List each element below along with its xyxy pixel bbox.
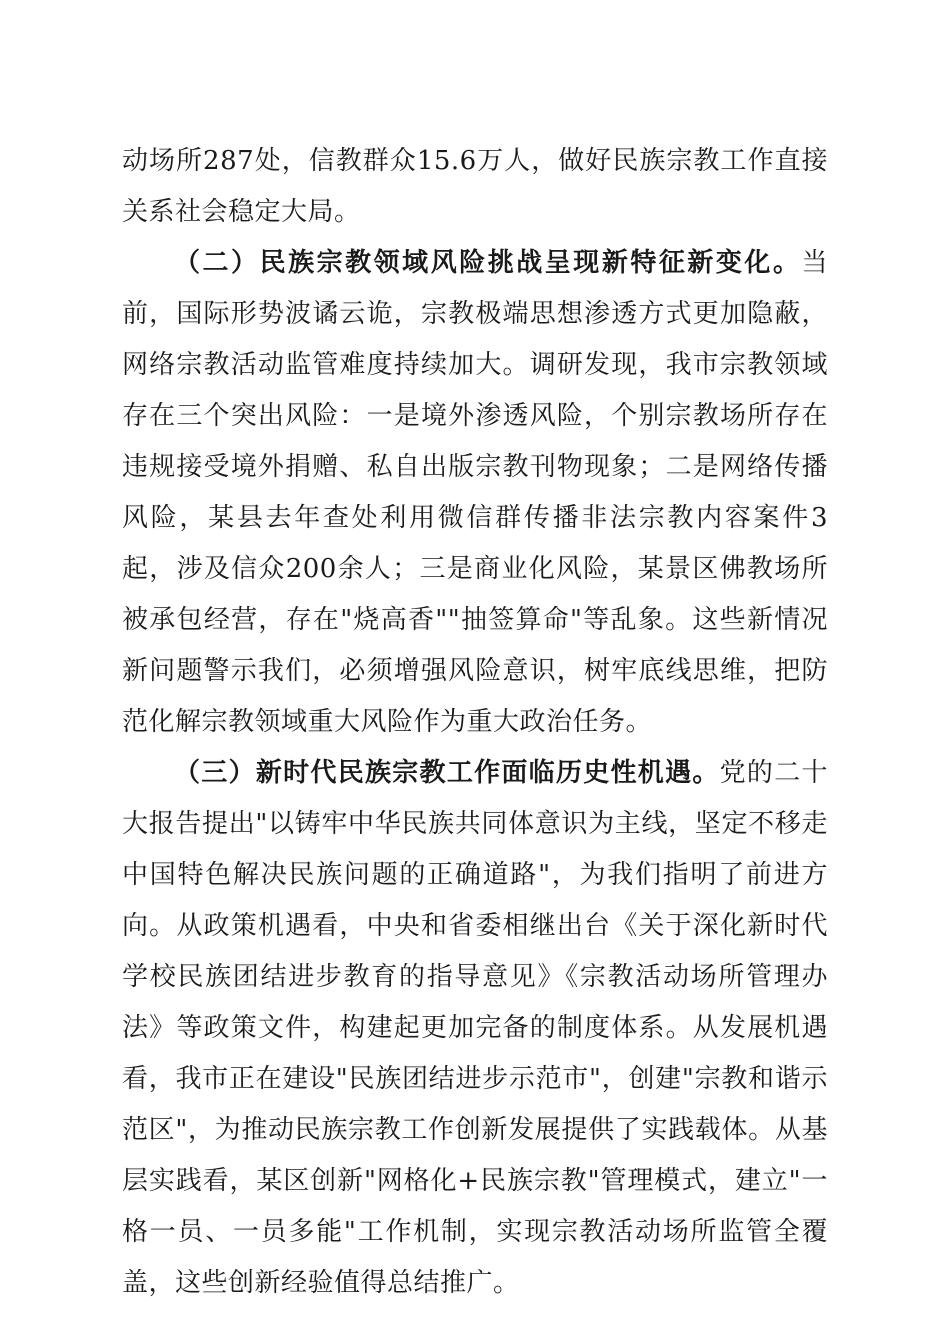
document-page [122,136,828,1309]
paragraph-section-two [122,238,828,748]
paragraph-section-three [122,748,828,1309]
section-heading: （二）民族宗教领域风险挑战呈现新特征新变化。 [174,248,802,278]
paragraph-continued [122,136,828,238]
paragraph-body: 党的二十大报告提出"以铸牢中华民族共同体意识为主线，坚定不移走中国特色解决民族问题的正确道路"，为我们指明了前进方向。从政策机遇看，中央和省委相继出台《关于深化新时代学校民族团结进步教育的指导意见》《宗教活动场所管理办法》等政策文件，构建起更加完备的制度体系。从发展机遇看，我市正在建设"民族团结进步示范市"，创建"宗教和谐示范区"，为推动民族宗教工作创新发展提供了实践载体。从基层实践看，某区创新"网格化+民族宗教"管理模式，建立"一格一员、一员多能"工作机制，实现宗教活动场所监管全覆盖，这些创新经验值得总结推广。 [122,758,828,1298]
section-heading: （三）新时代民族宗教工作面临历史性机遇。 [174,758,720,788]
paragraph-body: 动场所287处，信教群众15.6万人，做好民族宗教工作直接关系社会稳定大局。 [122,146,828,227]
paragraph-body: 当前，国际形势波谲云诡，宗教极端思想渗透方式更加隐蔽，网络宗教活动监管难度持续加大。调研发现，我市宗教领域存在三个突出风险：一是境外渗透风险，个别宗教场所存在违规接受境外捐赠、私自出版宗教刊物现象；二是网络传播风险，某县去年查处利用微信群传播非法宗教内容案件3起，涉及信众200余人；三是商业化风险，某景区佛教场所被承包经营，存在"烧高香""抽签算命"等乱象。这些新情况新问题警示我们，必须增强风险意识，树牢底线思维，把防范化解宗教领域重大风险作为重大政治任务。 [122,248,828,737]
